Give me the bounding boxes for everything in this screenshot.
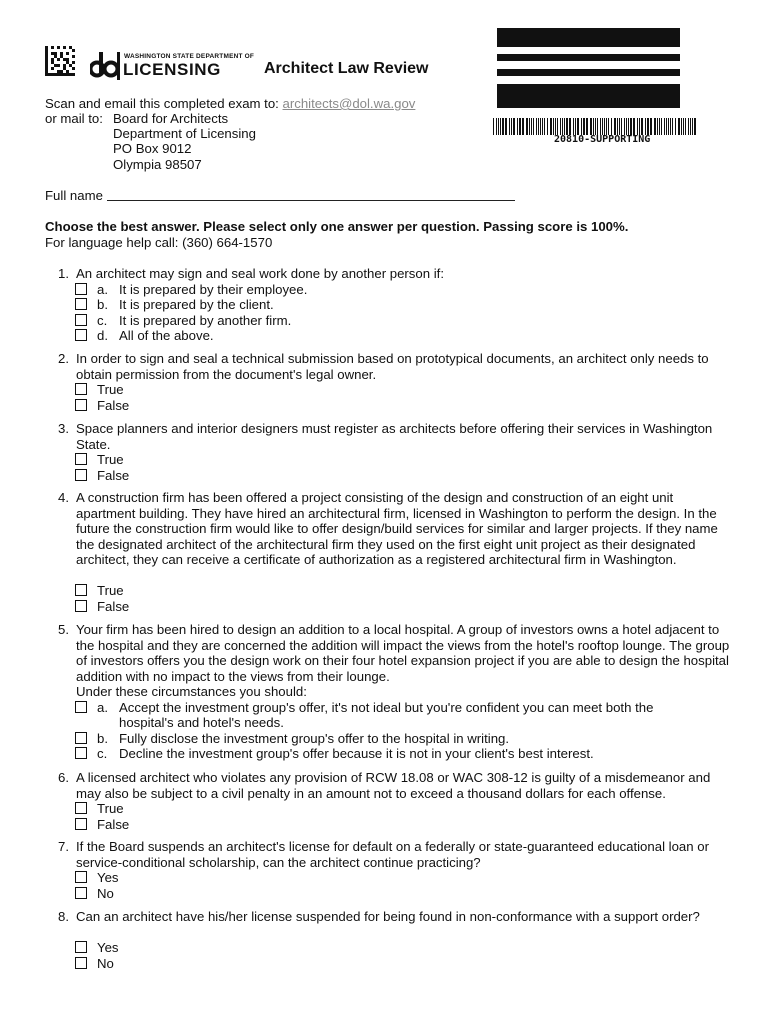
barcode-icon [493, 118, 698, 135]
question-number: 6. [58, 770, 69, 785]
checkbox[interactable] [75, 469, 87, 481]
full-name-label: Full name [45, 188, 103, 203]
checkbox[interactable] [75, 399, 87, 411]
question-subtext: Under these circumstances you should: [76, 684, 307, 699]
question-4 [45, 490, 735, 616]
option-7-yes[interactable]: Yes [75, 870, 119, 886]
option-2-true[interactable]: True [75, 382, 124, 398]
question-number: 8. [58, 909, 69, 924]
option-5c[interactable]: c. Decline the investment group's offer because it is not in your client's best interest. [75, 746, 594, 762]
question-7 [45, 839, 735, 903]
checkbox[interactable] [75, 747, 87, 759]
question-text: A licensed architect who violates any provision of RCW 18.08 or WAC 308-12 is guilty of a misdemeanor and may also be subject to a civil penalty in an amount not to exceed a thousand dollars for each offense. [76, 770, 711, 801]
checkbox[interactable] [75, 314, 87, 326]
option-4-false[interactable]: False [75, 599, 129, 615]
checkbox[interactable] [75, 584, 87, 596]
qr-code-icon [45, 46, 75, 76]
option-1a[interactable]: a. It is prepared by their employee. [75, 282, 307, 298]
option-3-true[interactable]: True [75, 452, 124, 468]
checkbox[interactable] [75, 941, 87, 953]
checkbox[interactable] [75, 887, 87, 899]
mail-label: or mail to: [45, 111, 103, 126]
question-number: 4. [58, 490, 69, 505]
checkbox[interactable] [75, 802, 87, 814]
checkbox[interactable] [75, 871, 87, 883]
stripe-barcode-icon [497, 28, 680, 108]
option-4-true[interactable]: True [75, 583, 124, 599]
question-5 [45, 622, 735, 764]
question-number: 3. [58, 421, 69, 436]
checkbox[interactable] [75, 701, 87, 713]
address-line: PO Box 9012 [113, 141, 192, 156]
question-8 [45, 909, 735, 973]
question-2 [45, 351, 735, 415]
checkbox[interactable] [75, 453, 87, 465]
option-1c[interactable]: c. It is prepared by another firm. [75, 313, 291, 329]
question-text: Can an architect have his/her license suspended for being found in non-conformance with a support order? [76, 909, 700, 924]
question-text: An architect may sign and seal work done by another person if: [76, 266, 444, 281]
logo-licensing-text: LICENSING [123, 60, 221, 79]
address-line: Department of Licensing [113, 126, 256, 141]
question-text: Space planners and interior designers must register as architects before offering their services in Washington State. [76, 421, 713, 452]
option-6-true[interactable]: True [75, 801, 124, 817]
page-title: Architect Law Review [264, 60, 429, 77]
option-2-false[interactable]: False [75, 398, 129, 414]
question-number: 2. [58, 351, 69, 366]
language-help: For language help call: (360) 664-1570 [45, 235, 273, 250]
address-line: Olympia 98507 [113, 157, 202, 172]
full-name-field[interactable] [107, 200, 515, 201]
option-5a[interactable]: a. Accept the investment group's offer, it's not ideal but you're confident you can meet both the hospital's and hotel's needs. [75, 700, 725, 731]
question-text: Your firm has been hired to design an addition to a local hospital. A group of investors owns a hotel adjacent to the hospital and they are concerned the addition will impact the views from the hotel's rooftop lounge. The group of investors offers you the design work on their four hotel expansion project if you are able to design the hospital addition with no impact to the views from their lounge. [76, 622, 730, 684]
scan-instruction [45, 96, 415, 112]
question-text: If the Board suspends an architect's license for default on a federally or state-guaranteed educational loan or service-conditional scholarship, can the architect continue practicing? [76, 839, 709, 870]
logo-department-text: WASHINGTON STATE DEPARTMENT OF [124, 53, 255, 60]
checkbox[interactable] [75, 957, 87, 969]
question-6 [45, 770, 735, 834]
checkbox[interactable] [75, 732, 87, 744]
option-6-false[interactable]: False [75, 817, 129, 833]
scan-label: Scan and email this completed exam to: [45, 96, 279, 111]
instructions: Choose the best answer. Please select only one answer per question. Passing score is 100%. [45, 219, 629, 234]
option-3-false[interactable]: False [75, 468, 129, 484]
question-text: In order to sign and seal a technical submission based on prototypical documents, an architect only needs to obtain permission from the document's legal owner. [76, 351, 709, 382]
question-text: A construction firm has been offered a project consisting of the design and construction of an eight unit apartment building. They have hired an architectural firm, licensed in Washington to perform the design. In the future the construction firm would like to offer design/build services for similar and larger projects. If they name the designated architect of the architectural firm they used on the first eight unit project as their designated architect, they can receive a certificate of authorization as a registered architectural firm in Washington. [76, 490, 718, 567]
option-5b[interactable]: b. Fully disclose the investment group's offer to the hospital in writing. [75, 731, 509, 747]
question-1 [45, 266, 735, 346]
question-number: 7. [58, 839, 69, 854]
checkbox[interactable] [75, 298, 87, 310]
option-8-yes[interactable]: Yes [75, 940, 119, 956]
option-1b[interactable]: b. It is prepared by the client. [75, 297, 274, 313]
option-7-no[interactable]: No [75, 886, 114, 902]
checkbox[interactable] [75, 283, 87, 295]
email-link[interactable]: architects@dol.wa.gov [282, 96, 416, 111]
checkbox[interactable] [75, 818, 87, 830]
dol-logo-icon [90, 52, 120, 80]
option-1d[interactable]: d. All of the above. [75, 328, 214, 344]
checkbox[interactable] [75, 600, 87, 612]
checkbox[interactable] [75, 383, 87, 395]
question-3 [45, 421, 735, 485]
question-number: 5. [58, 622, 69, 637]
question-number: 1. [58, 266, 69, 281]
checkbox[interactable] [75, 329, 87, 341]
barcode-number: 20810-SUPPORTING [554, 134, 651, 145]
option-8-no[interactable]: No [75, 956, 114, 972]
address-line: Board for Architects [113, 111, 229, 126]
